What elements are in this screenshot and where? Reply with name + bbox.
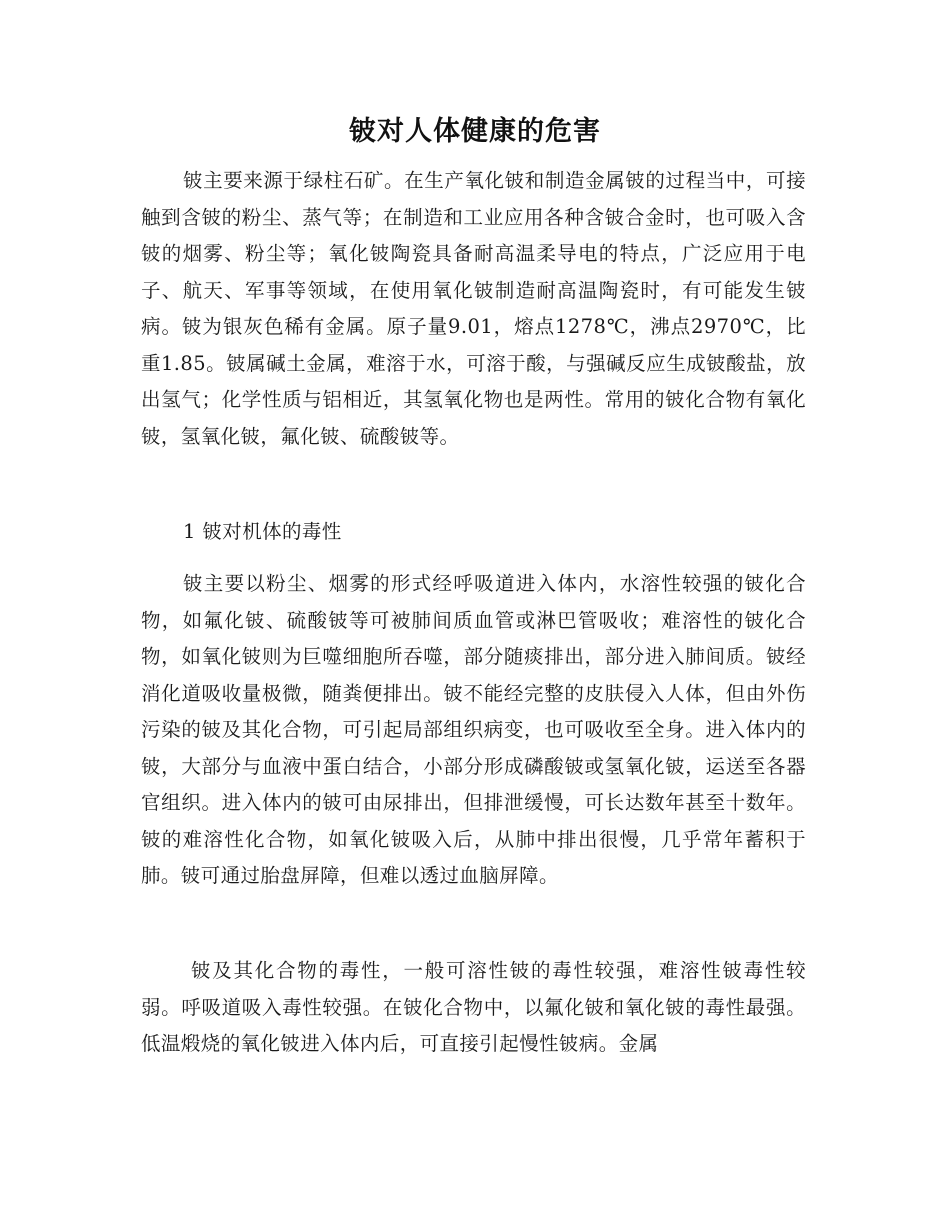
paragraph-toxicity: 铍及其化合物的毒性，一般可溶性铍的毒性较强，难溶性铍毒性较弱。呼吸道吸入毒性较强。在铍化合物中，以氟化铍和氧化铍的毒性最强。低温煅烧的氧化铍进入体内后，可直接引起慢性铍病。金属 [141,959,806,1055]
section-heading: 1 铍对机体的毒性 [183,520,342,543]
paragraph-absorption: 铍主要以粉尘、烟雾的形式经呼吸道进入体内，水溶性较强的铍化合物，如氟化铍、硫酸铍等可被肺间质血管或淋巴管吸收；难溶性的铍化合物，如氧化铍则为巨噬细胞所吞噬，部分随痰排出，部分进入肺间质。铍经消化道吸收量极微，随粪便排出。铍不能经完整的皮肤侵入人体，但由外伤污染的铍及其化合物，可引起局部组织病变，也可吸收至全身。进入体内的铍，大部分与血液中蛋白结合，小部分形成磷酸铍或氢氧化铍，运送至各器官组织。进入体内的铍可由尿排出，但排泄缓慢，可长达数年甚至十数年。铍的难溶性化合物，如氧化铍吸入后，从肺中排出很慢，几乎常年蓄积于肺。铍可通过胎盘屏障，但难以透过血脑屏障。 [141,572,806,887]
paragraph-intro: 铍主要来源于绿柱石矿。在生产氧化铍和制造金属铍的过程当中，可接触到含铍的粉尘、蒸气等；在制造和工业应用各种含铍合金时，也可吸入含铍的烟雾、粉尘等；氧化铍陶瓷具备耐高温柔导电的特点，广泛应用于电子、航天、军事等领域，在使用氧化铍制造耐高温陶瓷时，有可能发生铍病。铍为银灰色稀有金属。原子量9.01，熔点1278℃，沸点2970℃，比重1.85。铍属碱土金属，难溶于水，可溶于酸，与强碱反应生成铍酸盐，放出氢气；化学性质与铝相近，其氢氧化物也是两性。常用的铍化合物有氧化铍，氢氧化铍，氟化铍、硫酸铍等。 [141,169,806,448]
document-title: 铍对人体健康的危害 [349,116,601,147]
